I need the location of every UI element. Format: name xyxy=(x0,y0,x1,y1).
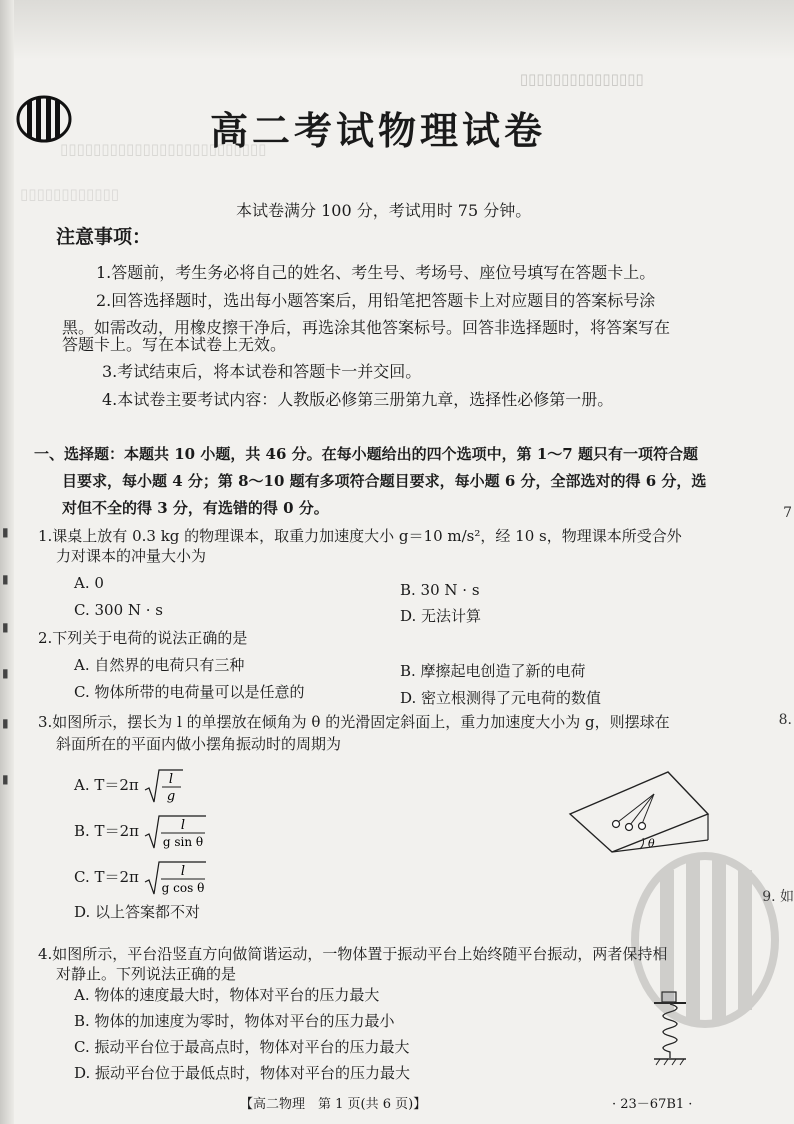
page-title: 高二考试物理试卷 xyxy=(210,108,547,153)
option-label: B. T＝2π xyxy=(74,822,139,840)
question-1-stem: 1.课桌上放有 0.3 kg 的物理课本，取重力加速度大小 g＝10 m/s²，经 10 s，物理课本所受合外 xyxy=(38,527,682,545)
page-shadow-left xyxy=(0,0,14,1124)
page-shadow-top xyxy=(0,0,794,60)
notice-line: 2.回答选择题时，选出每小题答案后，用铅笔把答题卡上对应题目的答案标号涂 xyxy=(96,291,656,310)
sqrt-fraction xyxy=(144,858,208,898)
exam-info: 本试卷满分 100 分，考试用时 75 分钟。 xyxy=(236,201,532,220)
fraction-denominator: g xyxy=(166,789,175,804)
question-3-option-d: D. 以上答案都不对 xyxy=(74,903,201,921)
binding-margin-mark: ▮ xyxy=(2,525,9,539)
binding-margin-mark: ▮ xyxy=(2,716,9,730)
sqrt-fraction xyxy=(144,766,184,806)
notice-line: 答题卡上。写在本试卷上无效。 xyxy=(62,335,287,354)
exam-code: · 23－67B1 · xyxy=(612,1097,693,1112)
right-margin-number: 7 xyxy=(783,505,792,521)
notice-heading: 注意事项： xyxy=(56,226,152,248)
fraction-denominator: g cos θ xyxy=(161,881,204,895)
question-4-stem: 对静止。下列说法正确的是 xyxy=(56,965,237,983)
binding-margin-mark: ▮ xyxy=(2,572,9,586)
binding-margin-mark: ▮ xyxy=(2,666,9,680)
question-2-option-a: A. 自然界的电荷只有三种 xyxy=(74,656,245,674)
bleed-through-text: ▯▯▯▯▯▯▯▯▯▯▯▯▯▯▯▯▯▯▯▯▯▯▯▯▯ xyxy=(60,140,267,158)
section-heading: 目要求，每小题 4 分；第 8～10 题有多项符合题目要求，每小题 6 分，全部选对的得 6 分，选 xyxy=(62,472,707,490)
question-1-option-b: B. 30 N · s xyxy=(400,581,480,599)
binding-margin-mark: ▮ xyxy=(2,620,9,634)
question-4-option-a: A. 物体的速度最大时，物体对平台的压力最大 xyxy=(74,986,380,1004)
logo-icon xyxy=(16,95,72,143)
question-2-option-d: D. 密立根测得了元电荷的数值 xyxy=(400,689,602,707)
question-4-stem: 4.如图所示，平台沿竖直方向做简谐运动，一物体置于振动平台上始终随平台振动，两者保持相 xyxy=(38,945,668,963)
question-3-stem: 3.如图所示，摆长为 l 的单摆放在倾角为 θ 的光滑固定斜面上，重力加速度大小为 g，则摆球在 xyxy=(38,713,670,731)
question-3-option-b xyxy=(74,812,208,852)
question-3-option-a xyxy=(74,766,184,806)
bleed-through-text: ▯▯▯▯▯▯▯▯▯▯▯▯▯▯▯ xyxy=(520,70,644,88)
sqrt-fraction xyxy=(144,812,208,852)
page-footer: 【高二物理 第 1 页(共 6 页)】 xyxy=(240,1097,427,1112)
notice-line: 黑。如需改动，用橡皮擦干净后，再选涂其他答案标号。回答非选择题时，将答案写在 xyxy=(62,318,671,337)
question-1-option-c: C. 300 N · s xyxy=(74,601,164,619)
fraction-numerator: l xyxy=(180,818,185,833)
question-3-stem: 斜面所在的平面内做小摆角振动时的周期为 xyxy=(56,735,342,753)
incline-pendulum-figure xyxy=(568,770,710,854)
question-4-option-b: B. 物体的加速度为零时，物体对平台的压力最小 xyxy=(74,1012,395,1030)
watermark-logo-icon xyxy=(630,850,780,1030)
notice-line: 3.考试结束后，将本试卷和答题卡一并交回。 xyxy=(102,362,422,381)
section-heading: 对但不全的得 3 分，有选错的得 0 分。 xyxy=(62,499,329,517)
right-margin-number: 9. 如 xyxy=(762,889,794,905)
question-4-option-d: D. 振动平台位于最低点时，物体对平台的压力最大 xyxy=(74,1064,411,1082)
section-heading: 一、选择题：本题共 10 小题，共 46 分。在每小题给出的四个选项中，第 1～7 题只有一项符合题 xyxy=(34,445,698,463)
option-label: A. T＝2π xyxy=(74,776,139,794)
theta-label: θ xyxy=(648,837,655,850)
fraction-denominator: g sin θ xyxy=(162,835,203,849)
question-2-option-b: B. 摩擦起电创造了新的电荷 xyxy=(400,662,586,680)
notice-line: 4.本试卷主要考试内容：人教版必修第三册第九章，选择性必修第一册。 xyxy=(102,390,614,409)
question-4-option-c: C. 振动平台位于最高点时，物体对平台的压力最大 xyxy=(74,1038,410,1056)
question-1-option-a: A. 0 xyxy=(74,574,104,592)
question-3-option-c xyxy=(74,858,208,898)
notice-line: 1.答题前，考生务必将自己的姓名、考生号、考场号、座位号填写在答题卡上。 xyxy=(96,263,656,282)
question-2-stem: 2.下列关于电荷的说法正确的是 xyxy=(38,629,248,647)
question-2-option-c: C. 物体所带的电荷量可以是任意的 xyxy=(74,683,305,701)
option-label: C. T＝2π xyxy=(74,868,139,886)
bleed-through-text: ▯▯▯▯▯▯▯▯▯▯▯▯ xyxy=(20,185,120,203)
question-1-option-d: D. 无法计算 xyxy=(400,607,482,625)
binding-margin-mark: ▮ xyxy=(2,772,9,786)
right-margin-number: 8. xyxy=(778,712,792,728)
fraction-numerator: l xyxy=(180,864,185,879)
question-1-stem: 力对课本的冲量大小为 xyxy=(56,547,207,565)
fraction-numerator: l xyxy=(168,772,173,787)
